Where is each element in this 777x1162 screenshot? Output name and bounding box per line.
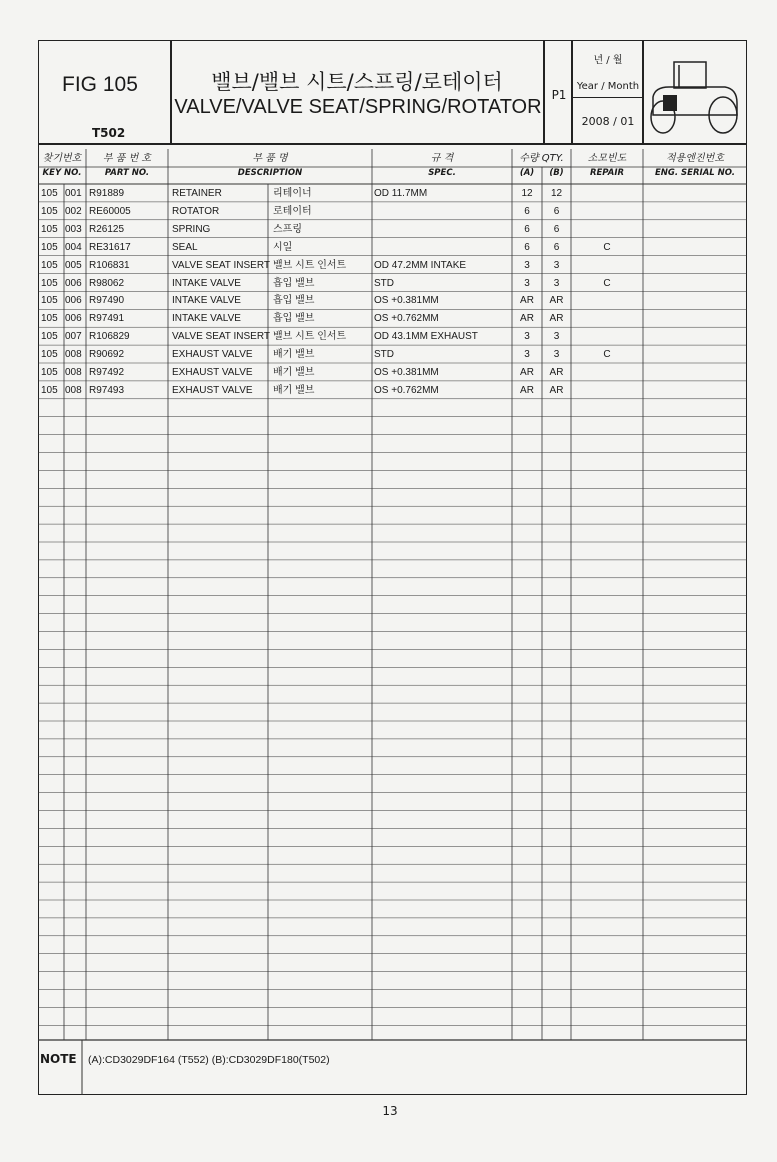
cell-spec	[374, 239, 510, 257]
cell-repair	[571, 292, 643, 310]
column-header-repair: 소모빈도 REPAIR	[587, 153, 627, 178]
parts-table-body	[38, 185, 747, 1040]
cell-repair: C	[603, 349, 611, 361]
cell-spec: OD 47.2MM INTAKE	[374, 259, 467, 271]
table-row	[38, 203, 747, 221]
table-row	[38, 310, 747, 328]
cell-b: AR	[549, 384, 564, 396]
cell-key: 002	[65, 205, 82, 217]
year-month-value: 2008 / 01	[581, 115, 635, 128]
cell-key: 005	[65, 259, 82, 271]
page-label: P1	[551, 88, 567, 102]
table-row	[38, 221, 747, 239]
column-header-spec: 규 격 SPEC.	[428, 153, 456, 178]
cell-desc-ko: 밸브 시트 인서트	[273, 331, 347, 343]
cell-key: 006	[65, 313, 82, 325]
cell-repair	[571, 310, 643, 328]
cell-fig: 105	[41, 188, 58, 199]
cell-desc-ko: 로테이터	[273, 205, 312, 217]
cell-part: R90692	[89, 349, 125, 361]
cell-spec: STD	[374, 277, 394, 289]
cell-b: 12	[550, 188, 563, 199]
cell-desc: INTAKE VALVE	[172, 295, 241, 307]
cell-a: AR	[520, 313, 534, 325]
cell-desc-ko: 스프링	[273, 223, 302, 235]
cell-repair	[571, 328, 643, 346]
column-header-qty: 수량 QTY.	[519, 153, 564, 164]
cell-spec: OD 11.7MM	[374, 188, 428, 199]
cell-part: R98062	[89, 277, 125, 289]
cell-part: R97490	[89, 295, 125, 307]
cell-b: 3	[553, 259, 560, 271]
cell-repair: C	[603, 241, 611, 253]
cell-part: R91889	[89, 188, 125, 199]
column-header-part: 부 품 번 호 PART NO.	[102, 153, 152, 178]
cell-desc: ROTATOR	[172, 205, 220, 217]
table-row	[38, 239, 747, 257]
cell-key: 008	[65, 384, 82, 396]
cell-part: R97492	[89, 367, 125, 378]
cell-key: 008	[65, 349, 82, 361]
cell-a: 3	[524, 277, 530, 289]
column-header-qty-a: (A)	[519, 168, 535, 178]
cell-desc-ko: 흡입 밸브	[273, 277, 315, 289]
page-title-korean: 밸브/밸브 시트/스프링/로테이터	[211, 70, 503, 94]
cell-a: 6	[524, 205, 530, 217]
cell-desc: VALVE SEAT INSERT	[172, 331, 270, 343]
cell-a: 3	[524, 331, 530, 343]
cell-a: AR	[520, 367, 534, 378]
column-header-serial: 적용엔진번호 ENG. SERIAL NO.	[654, 153, 736, 178]
cell-desc: EXHAUST VALVE	[172, 384, 253, 396]
cell-spec: STD	[374, 349, 394, 361]
table-row	[38, 328, 747, 346]
cell-desc-ko: 시일	[273, 241, 293, 253]
cell-b: 6	[553, 241, 560, 253]
cell-spec: OS +0.381MM	[374, 295, 439, 307]
cell-key: 003	[65, 223, 82, 235]
cell-fig: 105	[41, 205, 58, 217]
cell-spec: OS +0.381MM	[374, 367, 439, 378]
page-title-english: VALVE/VALVE SEAT/SPRING/ROTATOR	[174, 96, 542, 118]
cell-repair	[571, 221, 643, 239]
table-row	[38, 346, 747, 364]
cell-repair	[571, 257, 643, 275]
cell-a: 3	[524, 259, 530, 271]
cell-a: 3	[524, 349, 530, 361]
cell-a: 6	[524, 223, 530, 235]
cell-a: 12	[521, 188, 533, 199]
cell-key: 004	[65, 241, 82, 253]
cell-key: 006	[65, 295, 82, 307]
cell-fig: 105	[41, 384, 58, 396]
cell-desc: EXHAUST VALVE	[172, 367, 253, 378]
cell-key: 007	[65, 331, 82, 343]
cell-desc-ko: 배기 밸브	[273, 349, 315, 361]
cell-b: AR	[549, 295, 564, 307]
table-row	[38, 382, 747, 400]
table-row	[38, 292, 747, 310]
cell-desc-ko: 흡입 밸브	[273, 313, 315, 325]
cell-b: 6	[553, 205, 560, 217]
cell-fig: 105	[41, 259, 58, 271]
cell-b: AR	[549, 313, 564, 325]
cell-desc-ko: 배기 밸브	[273, 367, 315, 378]
cell-part: R106831	[89, 259, 130, 271]
cell-part: R26125	[89, 223, 125, 235]
table-row	[38, 364, 747, 382]
cell-b: 3	[553, 349, 560, 361]
column-header-description: 부 품 명 DESCRIPTION	[237, 153, 303, 178]
cell-desc-ko: 흡입 밸브	[273, 295, 315, 307]
model-code: T502	[92, 126, 126, 140]
cell-a: 6	[524, 241, 530, 253]
cell-fig: 105	[41, 313, 58, 325]
cell-spec: OD 43.1MM EXHAUST	[374, 331, 478, 343]
cell-spec	[374, 221, 510, 239]
table-row	[38, 275, 747, 293]
cell-desc-ko: 배기 밸브	[273, 384, 315, 396]
cell-b: 3	[553, 331, 560, 343]
cell-desc: INTAKE VALVE	[172, 277, 241, 289]
cell-part: R97491	[89, 313, 125, 325]
page-number: 13	[382, 1104, 398, 1118]
cell-key: 001	[65, 188, 82, 199]
year-month-label: Year / Month	[576, 81, 640, 92]
cell-desc: SPRING	[172, 223, 211, 235]
cell-repair	[571, 364, 643, 382]
cell-part: R97493	[89, 384, 125, 396]
cell-fig: 105	[41, 277, 58, 289]
cell-desc: RETAINER	[172, 188, 222, 199]
figure-number: FIG 105	[62, 73, 138, 96]
column-header-key: 찾기번호 KEY NO.	[42, 153, 82, 178]
cell-desc: INTAKE VALVE	[172, 313, 241, 325]
cell-b: 6	[553, 223, 560, 235]
cell-key: 008	[65, 367, 82, 378]
cell-fig: 105	[41, 223, 58, 235]
table-row	[38, 257, 747, 275]
cell-fig: 105	[41, 295, 58, 307]
table-row	[38, 185, 747, 203]
note-text: (A):CD3029DF164 (T552) (B):CD3029DF180(T502)	[88, 1054, 330, 1066]
cell-spec	[374, 203, 510, 221]
cell-fig: 105	[41, 331, 58, 343]
cell-repair	[571, 382, 643, 400]
cell-b: AR	[549, 367, 564, 378]
cell-desc-ko: 리테이너	[273, 188, 312, 199]
cell-desc: VALVE SEAT INSERT	[172, 259, 270, 271]
cell-repair	[571, 203, 643, 221]
year-month-label-korean: 년 / 월	[593, 55, 623, 66]
cell-part: RE31617	[89, 241, 131, 253]
cell-part: R106829	[89, 331, 130, 343]
cell-fig: 105	[41, 367, 58, 378]
cell-key: 006	[65, 277, 82, 289]
cell-b: 3	[553, 277, 560, 289]
cell-a: AR	[520, 384, 534, 396]
cell-a: AR	[520, 295, 534, 307]
cell-spec: OS +0.762MM	[374, 313, 439, 325]
column-header-qty-b: (B)	[549, 168, 564, 178]
note-label: NOTE	[40, 1052, 77, 1066]
cell-desc-ko: 밸브 시트 인서트	[273, 259, 347, 271]
cell-spec: OS +0.762MM	[374, 384, 439, 396]
cell-desc: SEAL	[172, 241, 198, 253]
cell-part: RE60005	[89, 205, 131, 217]
cell-fig: 105	[41, 349, 58, 361]
cell-fig: 105	[41, 241, 58, 253]
cell-repair: C	[603, 277, 611, 289]
cell-desc: EXHAUST VALVE	[172, 349, 253, 361]
cell-repair	[571, 185, 643, 203]
